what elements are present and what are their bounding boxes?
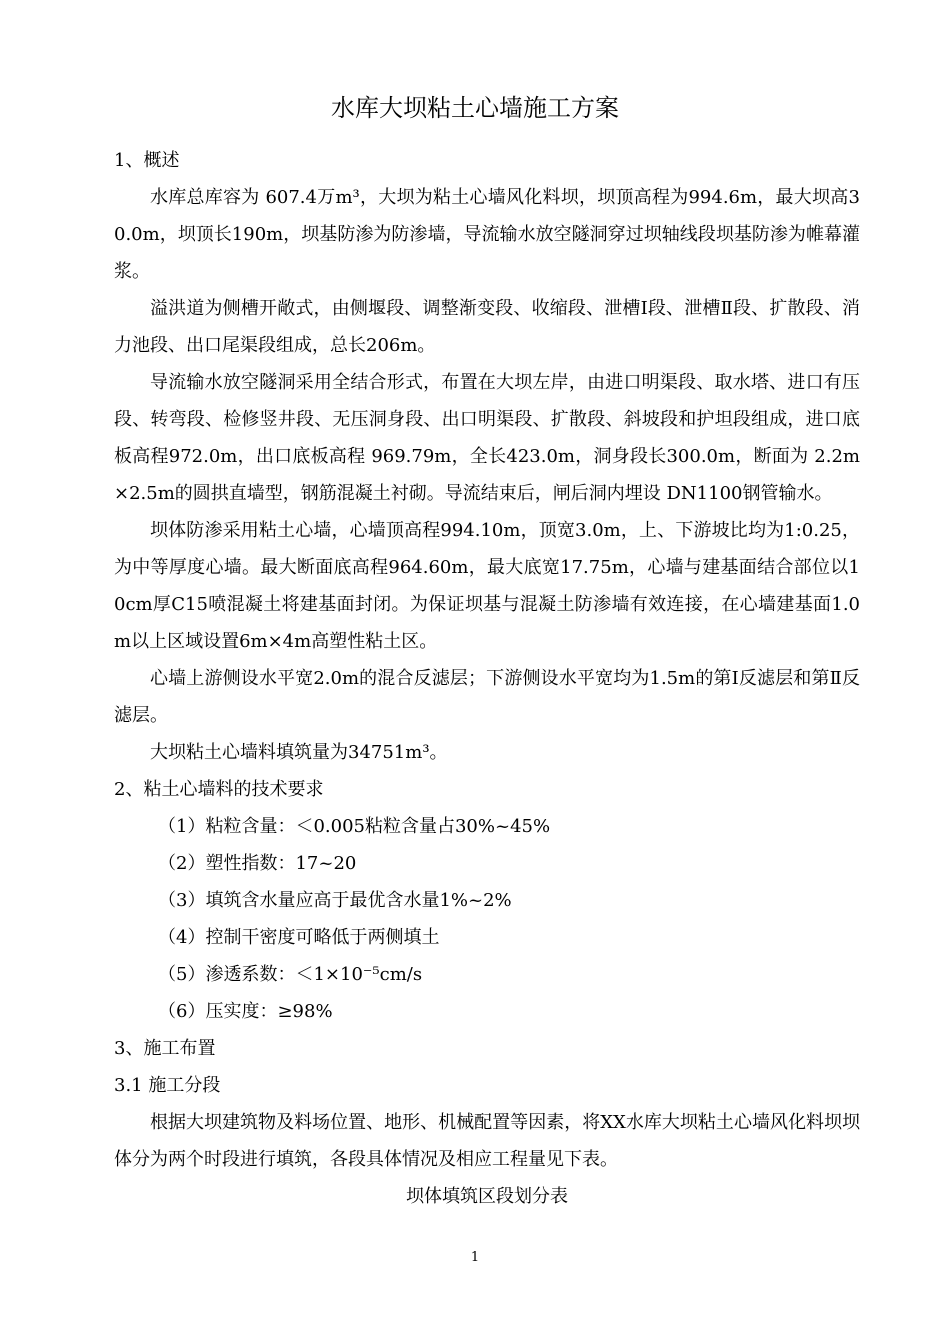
requirement-item: （4）控制干密度可略低于两侧填土	[158, 927, 440, 948]
requirement-item: （3）填筑含水量应高于最优含水量1%~2%	[158, 890, 512, 911]
document-body	[114, 142, 860, 1215]
page-number: 1	[470, 1250, 480, 1265]
section-heading: 3、施工布置	[114, 1038, 216, 1059]
section-heading: 1、概述	[114, 150, 180, 171]
body-paragraph: 溢洪道为侧槽开敞式，由侧堰段、调整渐变段、收缩段、泄槽Ⅰ段、泄槽Ⅱ段、扩散段、消力池段、出口尾渠段组成，总长206m。	[114, 298, 860, 356]
section-heading: 3.1 施工分段	[114, 1075, 221, 1096]
requirement-item: （5）渗透系数：＜1×10⁻⁵cm/s	[158, 964, 423, 985]
requirement-item: （2）塑性指数：17~20	[158, 853, 357, 874]
section-heading: 2、粘土心墙料的技术要求	[114, 779, 324, 800]
document-title: 水库大坝粘土心墙施工方案	[331, 94, 619, 122]
table-caption: 坝体填筑区段划分表	[406, 1186, 568, 1207]
requirement-item: （1）粘粒含量：＜0.005粘粒含量占30%~45%	[158, 816, 551, 837]
body-paragraph: 水库总库容为 607.4万m³，大坝为粘土心墙风化料坝，坝顶高程为994.6m，最大坝高30.0m，坝顶长190m，坝基防渗为防渗墙，导流输水放空隧洞穿过坝轴线段坝基防渗为帷幕灌浆。	[114, 187, 860, 282]
body-paragraph: 心墙上游侧设水平宽2.0m的混合反滤层；下游侧设水平宽均为1.5m的第Ⅰ反滤层和第Ⅱ反滤层。	[114, 668, 860, 726]
requirement-item: （6）压实度：≥98%	[158, 1001, 333, 1022]
body-paragraph: 根据大坝建筑物及料场位置、地形、机械配置等因素，将XX水库大坝粘土心墙风化料坝坝体分为两个时段进行填筑，各段具体情况及相应工程量见下表。	[114, 1112, 860, 1170]
body-paragraph: 坝体防渗采用粘土心墙，心墙顶高程994.10m，顶宽3.0m，上、下游坡比均为1:0.25，为中等厚度心墙。最大断面底高程964.60m，最大底宽17.75m，心墙与建基面结合部位以10cm厚C15喷混凝土将建基面封闭。为保证坝基与混凝土防渗墙有效连接，在心墙建基面1.0m以上区域设置6m×4m高塑性粘土区。	[114, 520, 860, 652]
body-paragraph: 导流输水放空隧洞采用全结合形式，布置在大坝左岸，由进口明渠段、取水塔、进口有压段、转弯段、检修竖井段、无压洞身段、出口明渠段、扩散段、斜坡段和护坦段组成，进口底板高程972.0m，出口底板高程 969.79m，全长423.0m，洞身段长300.0m，断面为 2.2m×2.5m的圆拱直墙型，钢筋混凝土衬砌。导流结束后，闸后洞内埋设 DN1100钢管输水。	[114, 372, 860, 504]
body-paragraph: 大坝粘土心墙料填筑量为34751m³。	[150, 742, 448, 763]
